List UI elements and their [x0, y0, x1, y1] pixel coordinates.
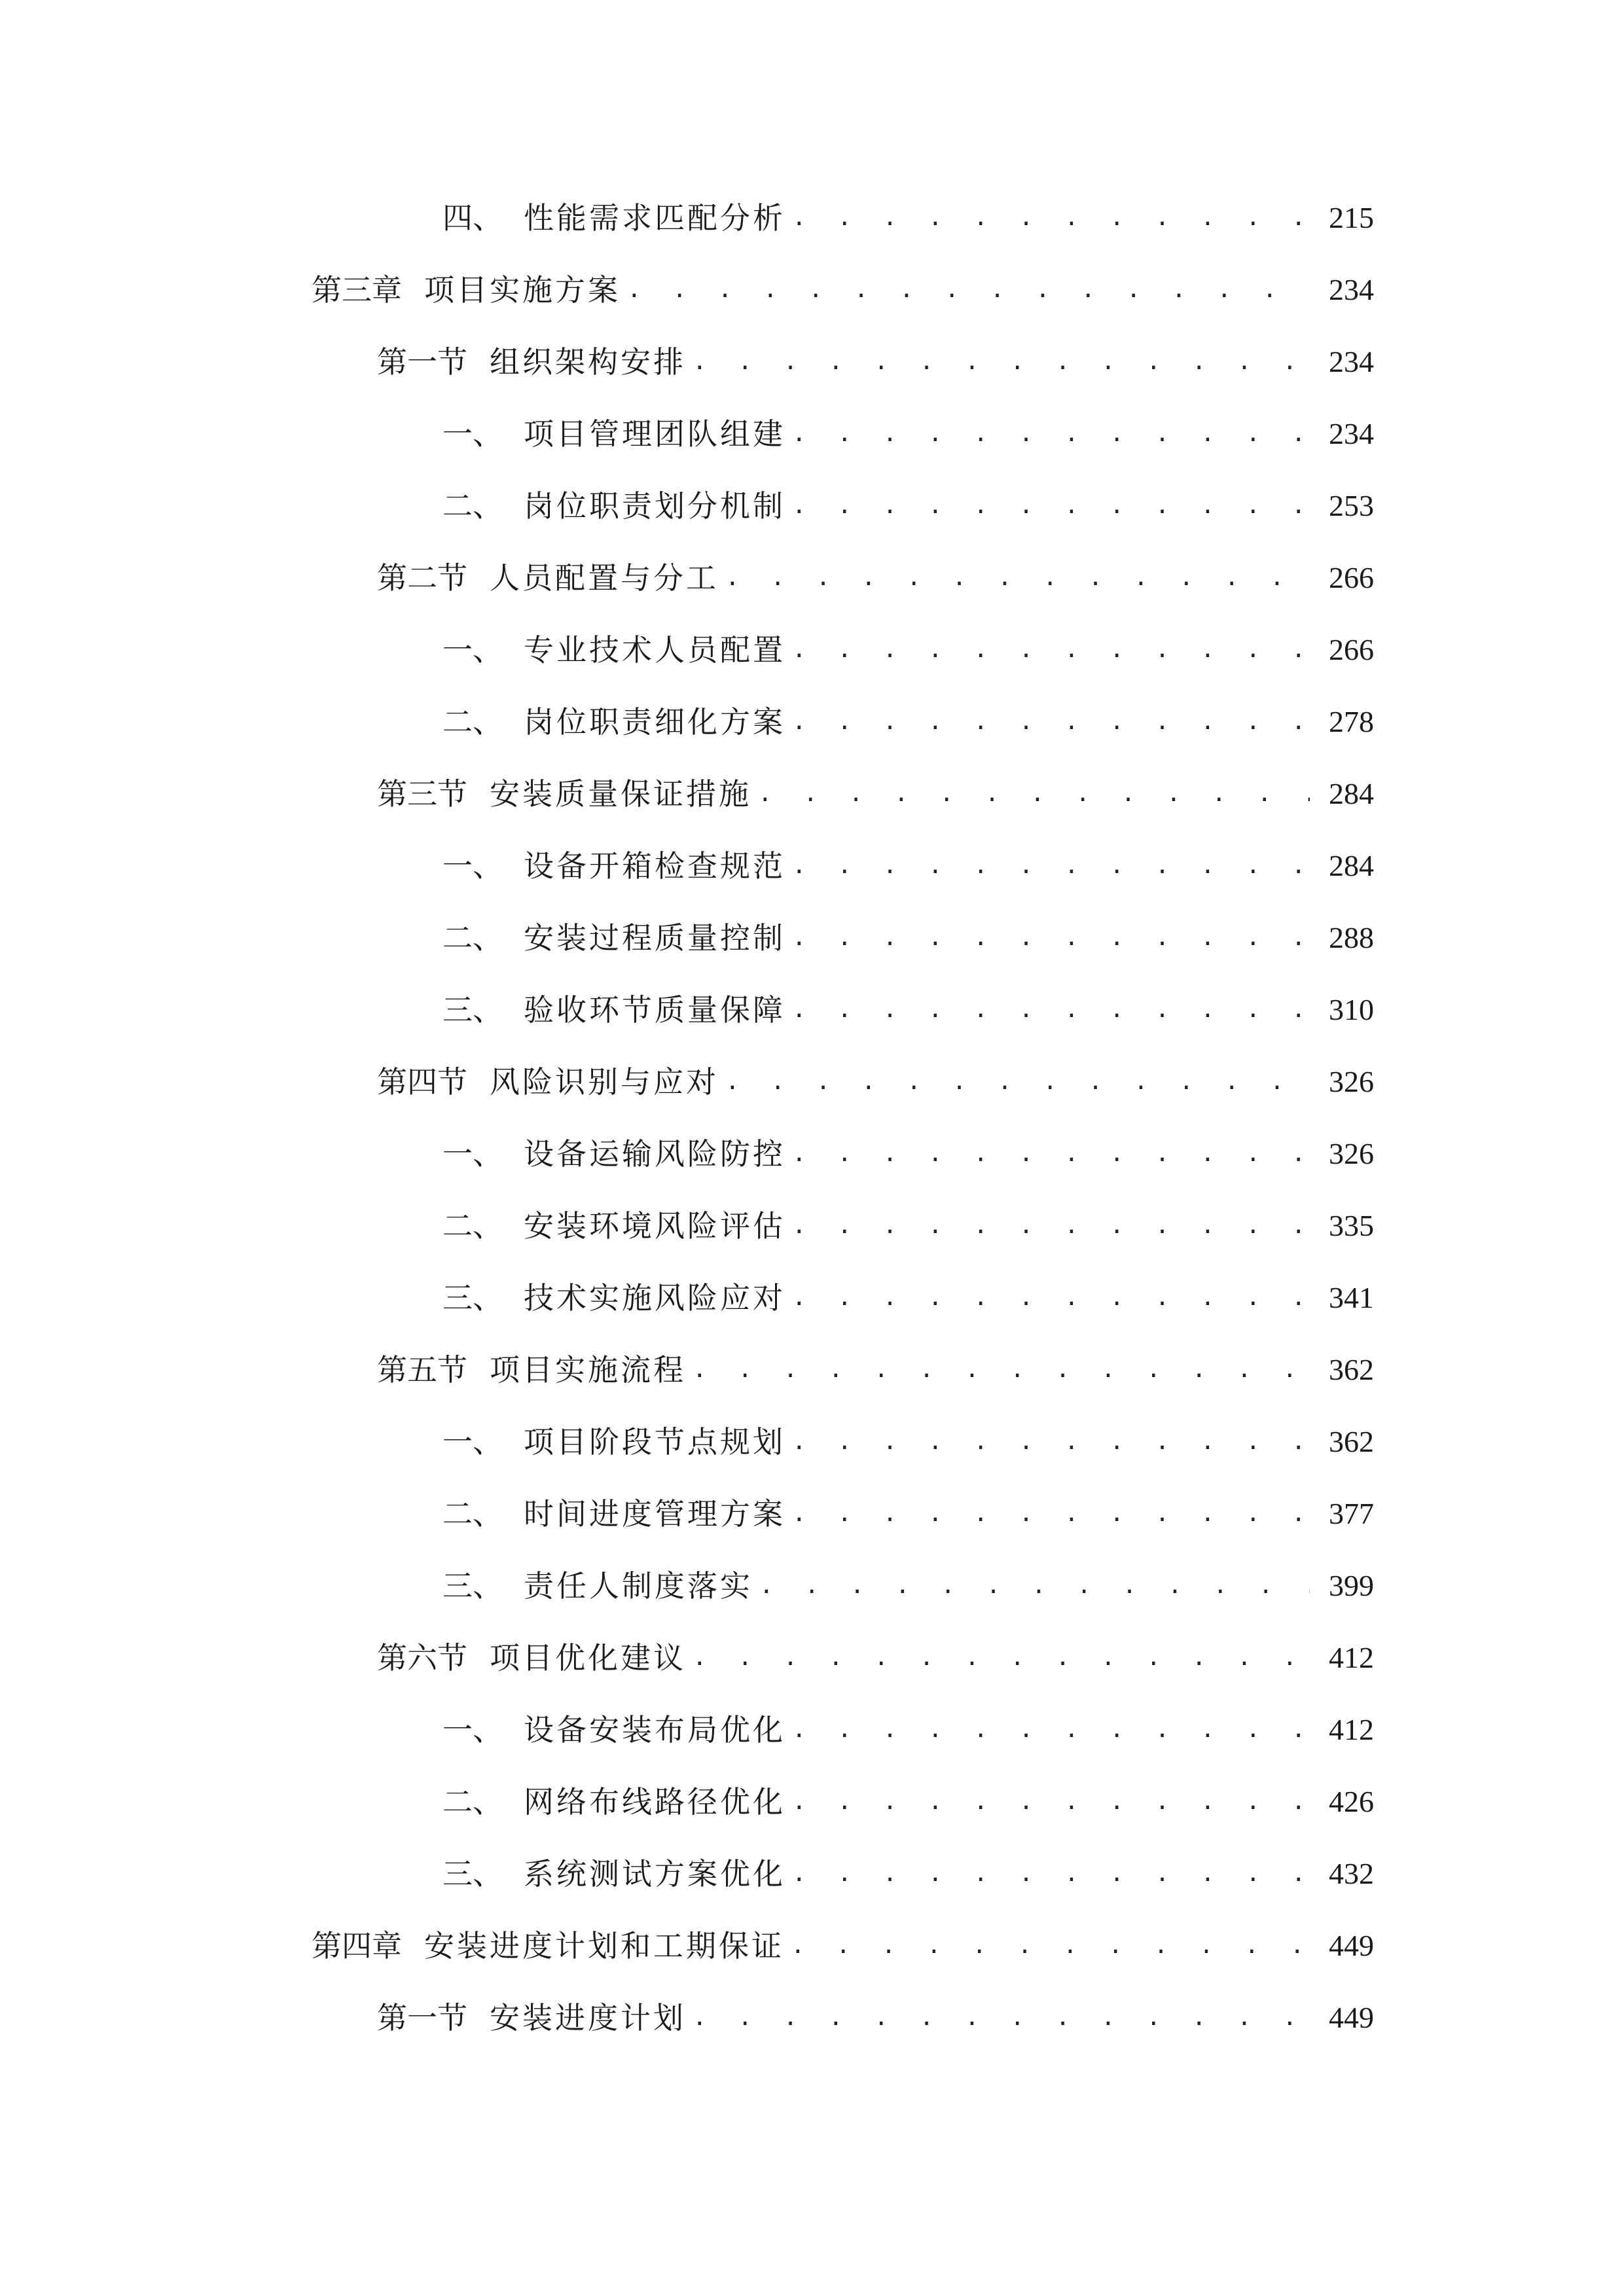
- dot-leader: [725, 555, 1310, 601]
- toc-entry-title: 项目优化建议: [490, 1640, 686, 1676]
- dot-leader: [792, 1419, 1310, 1465]
- toc-entry-title: 项目实施流程: [490, 1352, 686, 1388]
- toc-entry-number: 第六节: [377, 1640, 467, 1676]
- toc-entry-title: 设备安装布局优化: [524, 1712, 785, 1748]
- toc-entry-title: 风险识别与应对: [490, 1064, 719, 1100]
- dot-leader: [792, 1491, 1310, 1537]
- toc-entry-number: 第一节: [377, 2000, 467, 2036]
- toc-entry[interactable]: [377, 771, 1374, 817]
- toc-entry-number: 一、: [442, 416, 503, 452]
- toc-entry[interactable]: [442, 915, 1374, 961]
- dot-leader: [759, 1563, 1310, 1609]
- dot-leader: [792, 627, 1310, 673]
- toc-entry-page: 335: [1329, 1209, 1374, 1242]
- toc-entry-page: 377: [1329, 1497, 1374, 1530]
- toc-entry[interactable]: [442, 627, 1374, 673]
- toc-entry-number: 二、: [442, 1784, 503, 1820]
- toc-entry-title: 岗位职责划分机制: [524, 488, 785, 524]
- toc-entry-title: 性能需求匹配分析: [524, 200, 785, 236]
- dot-leader: [792, 411, 1310, 457]
- dot-leader: [725, 1059, 1310, 1105]
- toc-entry-page: 412: [1329, 1641, 1374, 1674]
- toc-entry-number: 一、: [442, 848, 503, 884]
- dot-leader: [792, 1707, 1310, 1753]
- toc-entry[interactable]: [442, 1419, 1374, 1465]
- toc-entry-number: 二、: [442, 488, 503, 524]
- toc-entry-page: 362: [1329, 1425, 1374, 1458]
- dot-leader: [693, 1347, 1310, 1393]
- toc-entry[interactable]: [442, 1131, 1374, 1177]
- toc-entry-page: 284: [1329, 849, 1374, 882]
- toc-entry-page: 449: [1329, 1929, 1374, 1962]
- toc-entry-page: 266: [1329, 561, 1374, 594]
- dot-leader: [758, 771, 1310, 817]
- toc-entry-number: 一、: [442, 632, 503, 668]
- toc-entry[interactable]: [442, 1707, 1374, 1753]
- toc-entry[interactable]: [442, 843, 1374, 889]
- toc-entry-number: 二、: [442, 1208, 503, 1244]
- toc-entry-title: 责任人制度落实: [524, 1568, 753, 1604]
- toc-entry-number: 三、: [442, 1856, 503, 1892]
- toc-entry-number: 第一节: [377, 344, 467, 380]
- toc-entry[interactable]: [442, 1851, 1374, 1897]
- dot-leader: [792, 987, 1310, 1033]
- toc-entry-number: 一、: [442, 1424, 503, 1460]
- dot-leader: [792, 915, 1310, 961]
- toc-entry[interactable]: [377, 555, 1374, 601]
- toc-entry[interactable]: [442, 1275, 1374, 1321]
- toc-entry-title: 项目管理团队组建: [524, 416, 785, 452]
- toc-entry-number: 一、: [442, 1712, 503, 1748]
- toc-entry[interactable]: [377, 1995, 1374, 2041]
- toc-entry-page: 412: [1329, 1713, 1374, 1746]
- dot-leader: [792, 1275, 1310, 1321]
- dot-leader: [792, 483, 1310, 529]
- toc-entry-page: 284: [1329, 777, 1374, 810]
- toc-entry-title: 网络布线路径优化: [524, 1784, 785, 1820]
- toc-entry[interactable]: [312, 1923, 1374, 1969]
- toc-entry[interactable]: [442, 1563, 1374, 1609]
- toc-entry-page: 234: [1329, 273, 1374, 306]
- dot-leader: [627, 267, 1310, 313]
- toc-entry-number: 第三节: [377, 776, 467, 812]
- dot-leader: [693, 1635, 1310, 1681]
- toc-entry-number: 第二节: [377, 560, 467, 596]
- toc-entry[interactable]: [442, 1779, 1374, 1825]
- toc-entry[interactable]: [377, 339, 1374, 385]
- dot-leader: [792, 1203, 1310, 1249]
- toc-entry-title: 设备运输风险防控: [524, 1136, 785, 1172]
- dot-leader: [792, 1779, 1310, 1825]
- toc-entry-number: 一、: [442, 1136, 503, 1172]
- toc-entry-number: 三、: [442, 1280, 503, 1316]
- toc-entry-title: 安装质量保证措施: [490, 776, 751, 812]
- toc-entry-title: 验收环节质量保障: [524, 992, 785, 1028]
- toc-entry-number: 二、: [442, 920, 503, 956]
- toc-entry[interactable]: [442, 195, 1374, 241]
- toc-entry-page: 278: [1329, 705, 1374, 738]
- dot-leader: [792, 195, 1310, 241]
- toc-entry-title: 安装环境风险评估: [524, 1208, 785, 1244]
- toc-entry-title: 安装进度计划和工期保证: [424, 1928, 784, 1964]
- toc-entry-title: 安装过程质量控制: [524, 920, 785, 956]
- toc-entry-number: 第四节: [377, 1064, 467, 1100]
- toc-entry-page: 426: [1329, 1785, 1374, 1818]
- toc-entry-page: 253: [1329, 489, 1374, 522]
- toc-entry-page: 215: [1329, 201, 1374, 234]
- toc-entry-title: 组织架构安排: [490, 344, 686, 380]
- toc-entry-page: 310: [1329, 993, 1374, 1026]
- toc-entry[interactable]: [377, 1635, 1374, 1681]
- toc-entry[interactable]: [442, 987, 1374, 1033]
- dot-leader: [792, 1131, 1310, 1177]
- dot-leader: [791, 1923, 1310, 1969]
- toc-entry-title: 设备开箱检查规范: [524, 848, 785, 884]
- toc-entry-title: 安装进度计划: [490, 2000, 686, 2036]
- toc-entry-title: 项目阶段节点规划: [524, 1424, 785, 1460]
- dot-leader: [693, 339, 1310, 385]
- toc-entry[interactable]: [377, 1059, 1374, 1105]
- toc-entry-number: 三、: [442, 992, 503, 1028]
- dot-leader: [693, 1995, 1310, 2041]
- toc-entry[interactable]: [442, 483, 1374, 529]
- toc-entry-title: 专业技术人员配置: [524, 632, 785, 668]
- toc-entry-number: 二、: [442, 704, 503, 740]
- toc-entry-title: 人员配置与分工: [490, 560, 719, 596]
- dot-leader: [792, 843, 1310, 889]
- toc-entry[interactable]: [442, 1203, 1374, 1249]
- toc-entry-page: 234: [1329, 345, 1374, 378]
- dot-leader: [792, 699, 1310, 745]
- toc-entry-number: 第三章: [312, 272, 402, 308]
- toc-entry-page: 266: [1329, 633, 1374, 666]
- toc-entry-title: 系统测试方案优化: [524, 1856, 785, 1892]
- toc-entry-page: 449: [1329, 2001, 1374, 2034]
- toc-entry-number: 三、: [442, 1568, 503, 1604]
- toc-entry-title: 项目实施方案: [424, 272, 621, 308]
- toc-entry-title: 岗位职责细化方案: [524, 704, 785, 740]
- toc-entry-title: 时间进度管理方案: [524, 1496, 785, 1532]
- toc-entry[interactable]: [312, 267, 1374, 313]
- toc-entry[interactable]: [442, 1491, 1374, 1537]
- toc-entry-page: 326: [1329, 1137, 1374, 1170]
- toc-entry-title: 技术实施风险应对: [524, 1280, 785, 1316]
- toc-entry[interactable]: [442, 699, 1374, 745]
- toc-entry-page: 341: [1329, 1281, 1374, 1314]
- toc-entry[interactable]: [377, 1347, 1374, 1393]
- toc-entry-number: 第五节: [377, 1352, 467, 1388]
- toc-entry[interactable]: [442, 411, 1374, 457]
- toc-entry-page: 432: [1329, 1857, 1374, 1890]
- toc-entry-page: 399: [1329, 1569, 1374, 1602]
- dot-leader: [792, 1851, 1310, 1897]
- toc-entry-page: 234: [1329, 417, 1374, 450]
- toc-entry-page: 288: [1329, 921, 1374, 954]
- toc-entry-page: 326: [1329, 1065, 1374, 1098]
- toc-entry-number: 第四章: [312, 1928, 402, 1964]
- toc-entry-page: 362: [1329, 1353, 1374, 1386]
- toc-entry-number: 四、: [442, 200, 503, 236]
- toc-entry-number: 二、: [442, 1496, 503, 1532]
